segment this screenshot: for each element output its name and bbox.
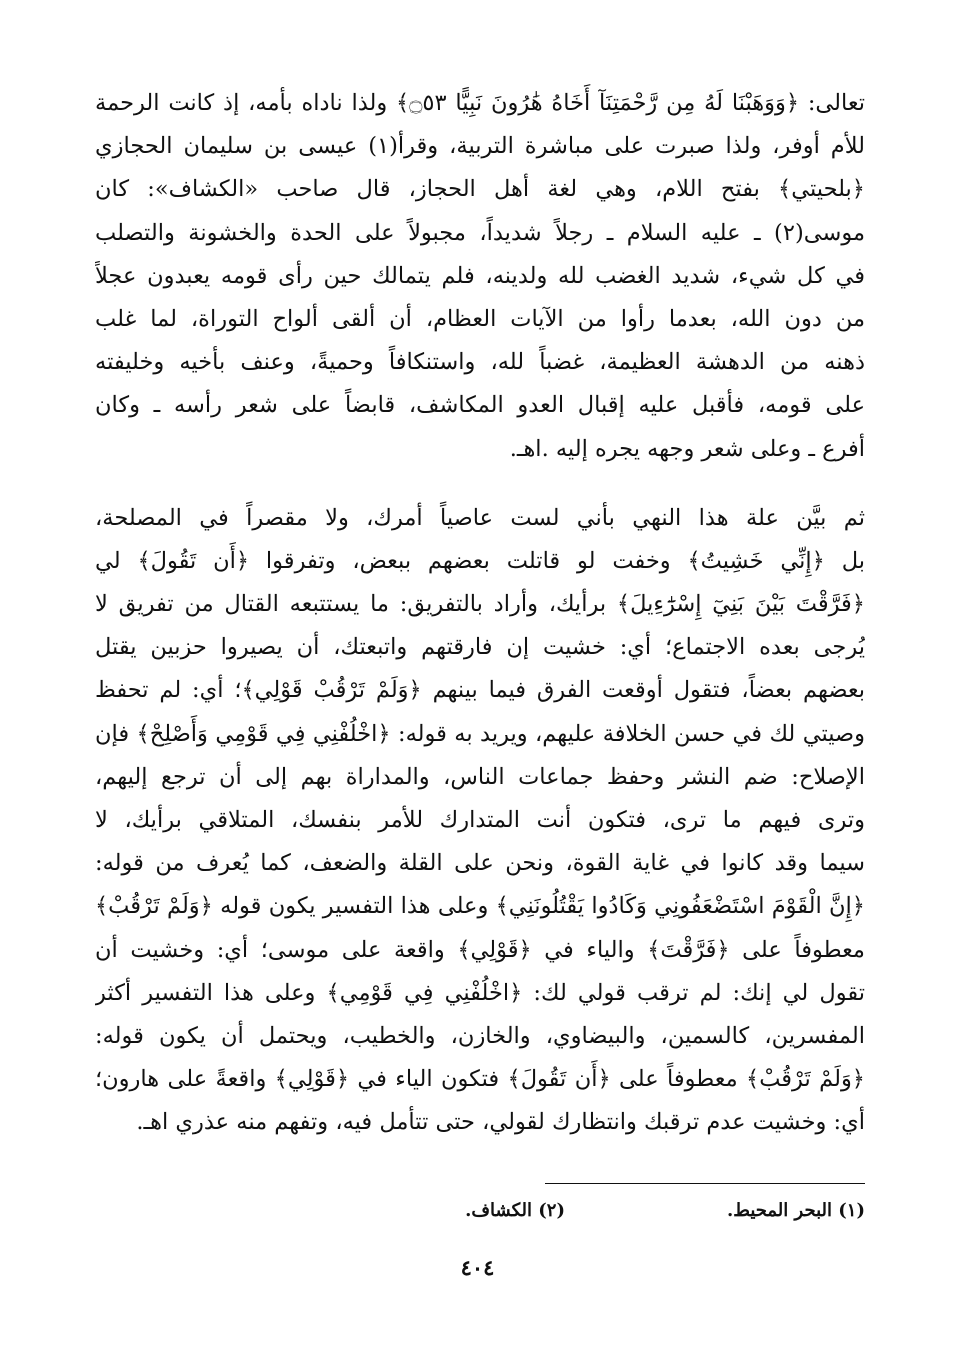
text-line: بعضهم بعضاً، فتقول أوقعت الفرق فيما بينهم ﴿وَلَمْ تَرْقُبْ قَوْلِي﴾؛ أي: لم تحفظ <box>95 677 865 704</box>
paragraph-2 <box>95 497 865 1145</box>
text-line: على قومه، فأقبل عليه إقبال العدو المكاشف، قابضاً على شعر رأسه ـ وكان <box>95 392 865 419</box>
text-line: أفرع ـ وعلى شعر وجهه يجره إليه .اهـ. <box>509 435 865 462</box>
footnote-2: (٢) الكشاف. <box>465 1200 565 1221</box>
main-text <box>95 82 865 1145</box>
text-line: سيما وقد كانوا في غاية القوة، ونحن على القلة والضعف، كما يُعرف من قوله: <box>95 850 865 877</box>
text-line: موسى(٢) ـ عليه السلام ـ رجلاً شديداً، مجبولاً على الحدة والخشونة والتصلب <box>95 219 865 246</box>
text-line: ﴿إِنَّ الْقَوْمَ اسْتَضْعَفُونِي وَكَادُوا يَقْتُلُونَنِي﴾ وعلى هذا التفسير يكون قوله ﴿وَلَمْ تَرْقُبْ﴾ <box>95 893 865 920</box>
text-line: من دون الله، بعدما رأوا من الآيات العظام، أن ألقى ألواح التوراة، لما غلب <box>95 305 865 332</box>
text-line: الإصلاح: ضم النشر وحفظ جماعات الناس، والمداراة بهم إلى أن ترجع إليهم، <box>95 763 865 790</box>
text-line: بل ﴿إِنِّي خَشِيتُ﴾ وخفت لو قاتلت بعضهم ببعض، وتفرقوا ﴿أَن تَقُولَ﴾ لي <box>95 547 865 574</box>
text-line: في كل شيء، شديد الغضب لله ولدينه، فلم يتمالك حين رأى قومه يعبدون عجلاً <box>95 262 865 289</box>
text-line: وصيتي لك في حسن الخلافة عليهم، ويريد به قوله: ﴿اخْلُفْنِي فِي قَوْمِي وَأَصْلِحْ﴾ فإن <box>95 720 865 747</box>
text-line: ﴿فَرَّقْتَ بَيْنَ بَنِيٓ إِسْرَٰٓءِيلَ﴾ برأيك، وأراد بالتفريق: ما يستتبعه القتال من تفريق لا <box>95 591 865 618</box>
footnote-divider <box>545 1183 865 1184</box>
paragraph-1 <box>95 82 865 471</box>
text-line: تقول لي إنك: لم ترقب قولي لك: ﴿اخْلُفْنِي فِي قَوْمِي﴾ وعلى هذا التفسير أكثر <box>95 979 865 1006</box>
paragraph-spacer <box>95 471 865 497</box>
text-line: للأم أوفر، ولذا صبرت على مباشرة التربية، وقرأ(١) عيسى بن سليمان الحجازي <box>95 133 865 160</box>
page-number: ٤٠٤ <box>460 1255 495 1280</box>
text-line: المفسرين، كالسمين، والبيضاوي، والخازن، والخطيب، ويحتمل أن يكون قوله: <box>95 1022 865 1049</box>
text-line: ﴿بلحيتي﴾ بفتح اللام، وهي لغة أهل الحجاز، قال صاحب «الكشاف»: كان <box>95 176 865 203</box>
footnote-1: (١) البحر المحيط. <box>726 1200 865 1221</box>
text-line: ﴿وَلَمْ تَرْقُبْ﴾ معطوفاً على ﴿أَن تَقُولَ﴾ فتكون الياء في ﴿قَوْلِي﴾ واقعةً على هارون؛ <box>95 1066 865 1093</box>
text-line: وترى فيهم ما ترى، فتكون أنت المتدارك للأمر بنفسك، المتلاقي برأيك، لا <box>95 807 865 833</box>
text-line: يُرجى بعده الاجتماع؛ أي: خشيت إن فارقتهم واتبعتك، أن يصيروا حزبين يقتل <box>95 634 865 661</box>
text-line: تعالى: ﴿وَوَهَبْنَا لَهُ مِن رَّحْمَتِنَآ أَخَاهُ هَٰرُونَ نَبِيًّا ۝٥٣﴾ ولذا ناداه بأمه، إذ كانت الرحمة <box>95 90 865 116</box>
text-line: ثم بيَّن علة هذا النهي بأني لست عاصياً أمرك، ولا مقصراً في المصلحة، <box>95 504 865 531</box>
text-line: أي: وخشيت عدم ترقبك وانتظارك لقولي، حتى تتأمل فيه، وتفهم منه عذري اهـ. <box>136 1109 865 1136</box>
text-line: معطوفاً على ﴿فَرَّقْتَ﴾ والياء في ﴿قَوْلِي﴾ واقعة على موسى؛ أي: وخشيت أن <box>95 936 865 963</box>
text-line: ذهنه من الدهشة العظيمة، غضباً لله، واستنكافاً وحميةً، وعنف بأخيه وخليفته <box>95 349 865 376</box>
